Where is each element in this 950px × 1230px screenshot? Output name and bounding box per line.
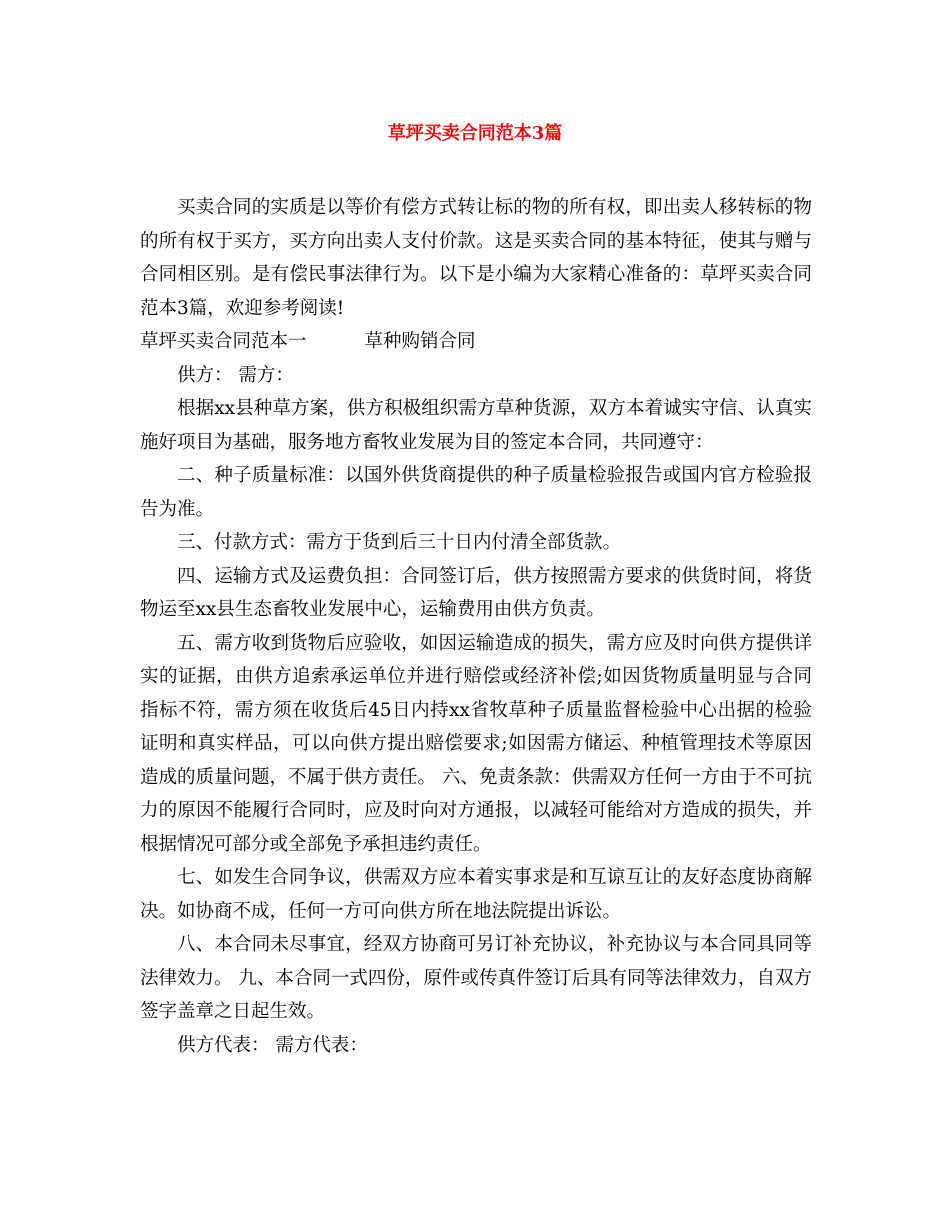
parties-line: 供方： 需方： <box>177 364 294 386</box>
preamble-paragraph: 根据xx县种草方案，供方积极组织需方草种货源，双方本着诚实守信、认真实施好项目为基础，服务地方畜牧业发展为目的签定本合同，共同遵守： <box>140 398 812 453</box>
clause-5-6: 五、需方收到货物后应验收，如因运输造成的损失，需方应及时向供方提供详实的证据，由供方追索承运单位并进行赔偿或经济补偿;如因货物质量明显与合同指标不符，需方须在收货后45日内持xx省牧草种子质量监督检验中心出据的检验证明和真实样品，可以向供方提出赔偿要求;如因需方储运、种植管理技术等原因造成的质量问题，不属于供方责任。 六、免责条款：供需双方任何一方由于不可抗力的原因不能履行合同时，应及时向对方通报，以减轻可能给对方造成的损失，并根据情况可部分或全部免予承担违约责任。 <box>140 632 812 855</box>
clause-3: 三、付款方式：需方于货到后三十日内付清全部货款。 <box>177 532 622 553</box>
clause-2: 二、种子质量标准：以国外供货商提供的种子质量检验报告或国内官方检验报告为准。 <box>140 465 812 520</box>
section-heading: 草坪买卖合同范本一 <box>140 331 307 352</box>
document-title: 草坪买卖合同范本3篇 <box>387 123 563 144</box>
clause-4: 四、运输方式及运费负担：合同签订后，供方按照需方要求的供货时间，将货物运至xx县生态畜牧业发展中心，运输费用由供方负责。 <box>140 565 812 620</box>
contract-name: 草种购销合同 <box>364 331 476 352</box>
clause-7: 七、如发生合同争议，供需双方应本着实事求是和互谅互让的友好态度协商解决。如协商不成，任何一方可向供方所在地法院提出诉讼。 <box>140 867 812 922</box>
signatures-line: 供方代表： 需方代表： <box>177 1034 368 1056</box>
section-heading-line <box>140 325 812 359</box>
document-body <box>140 191 812 1062</box>
intro-paragraph: 买卖合同的实质是以等价有偿方式转让标的物的所有权，即出卖人移转标的物的所有权于买方，买方向出卖人支付价款。这是买卖合同的基本特征，使其与赠与合同相区别。是有偿民事法律行为。以下是小编为大家精心准备的：草坪买卖合同范本3篇，欢迎参考阅读! <box>140 197 812 319</box>
clause-8-9: 八、本合同未尽事宜，经双方协商可另订补充协议，补充协议与本合同具同等法律效力。 九、本合同一式四份，原件或传真件签订后具有同等法律效力，自双方签字盖章之日起生效。 <box>140 934 812 1022</box>
